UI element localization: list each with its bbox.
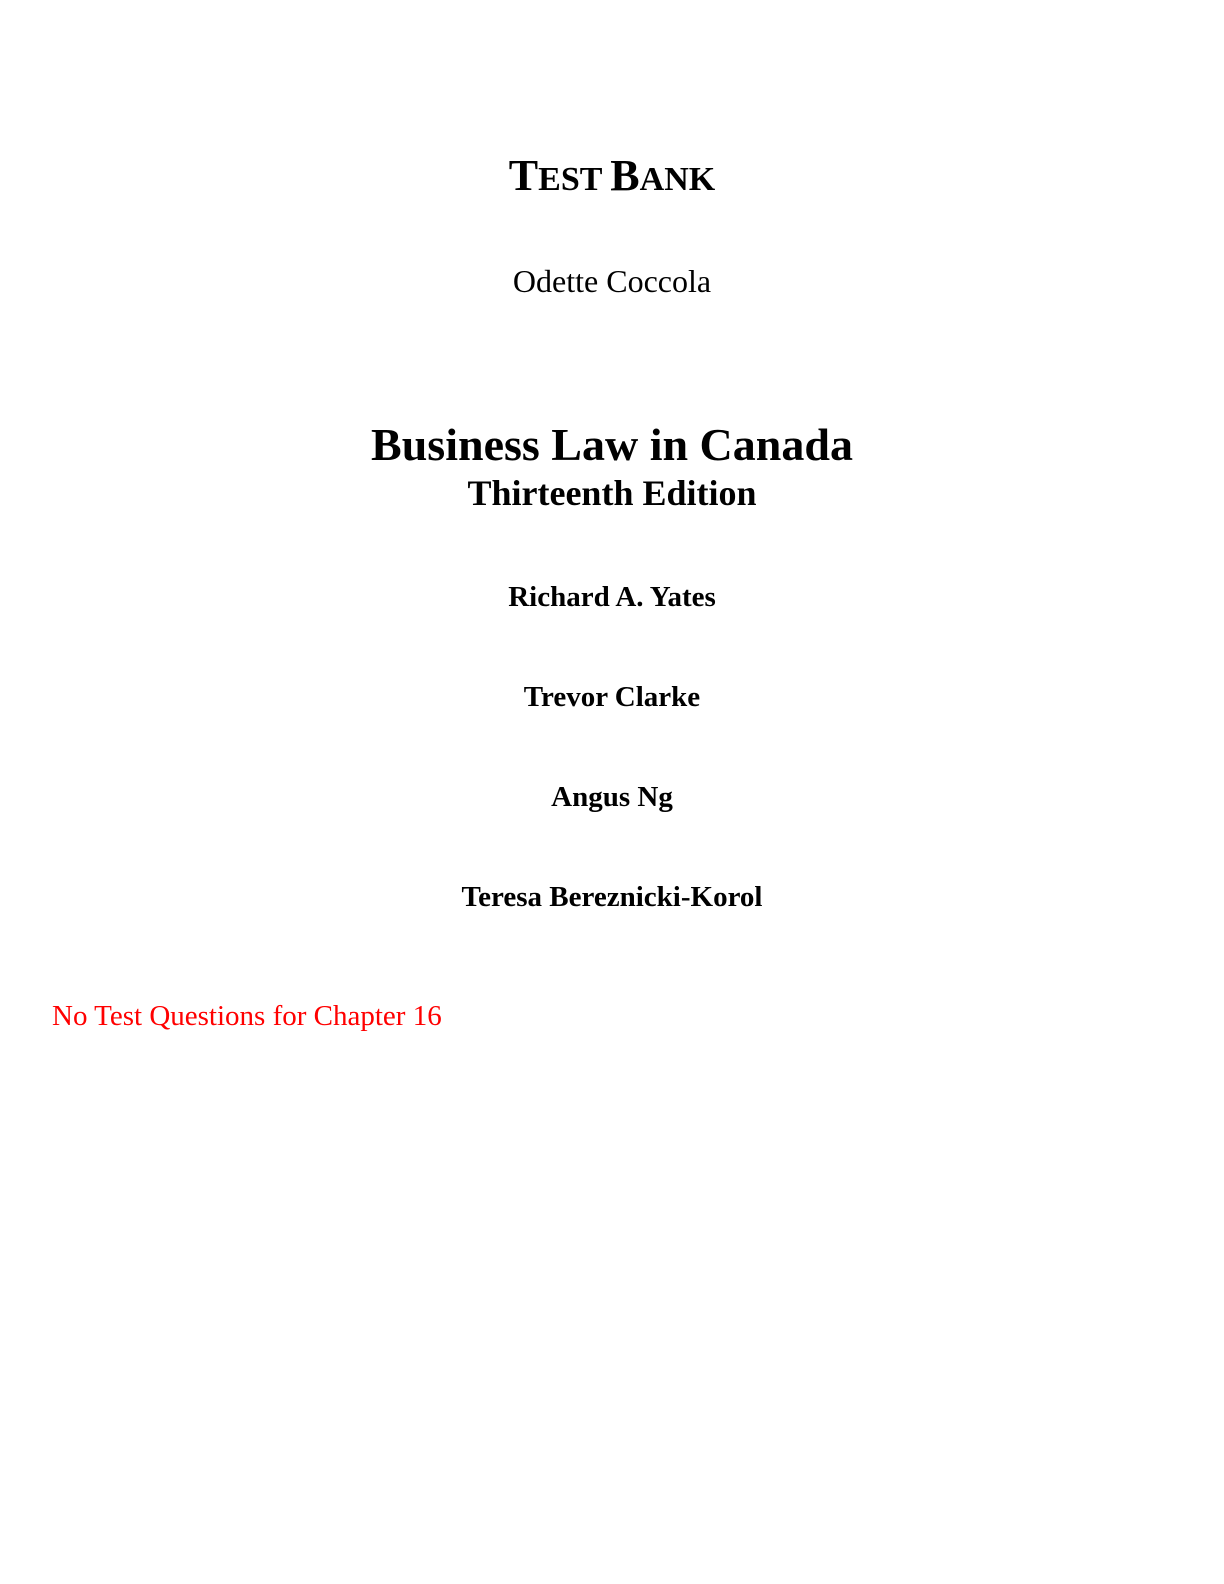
book-author: Angus Ng <box>551 781 673 813</box>
book-edition: Thirteenth Edition <box>467 473 757 513</box>
book-title: Business Law in Canada <box>371 419 853 470</box>
book-author: Richard A. Yates <box>508 581 716 613</box>
heading-small-ank: ANK <box>639 161 716 198</box>
book-author: Trevor Clarke <box>523 681 701 713</box>
test-bank-author: Odette Coccola <box>512 263 712 299</box>
chapter-notice: No Test Questions for Chapter 16 <box>52 1000 442 1032</box>
book-author: Teresa Bereznicki-Korol <box>461 881 763 913</box>
heading-cap-b: B <box>610 151 640 200</box>
heading-small-est: EST <box>538 161 611 198</box>
document-heading <box>0 150 1224 201</box>
heading-cap-t: T <box>508 151 539 200</box>
